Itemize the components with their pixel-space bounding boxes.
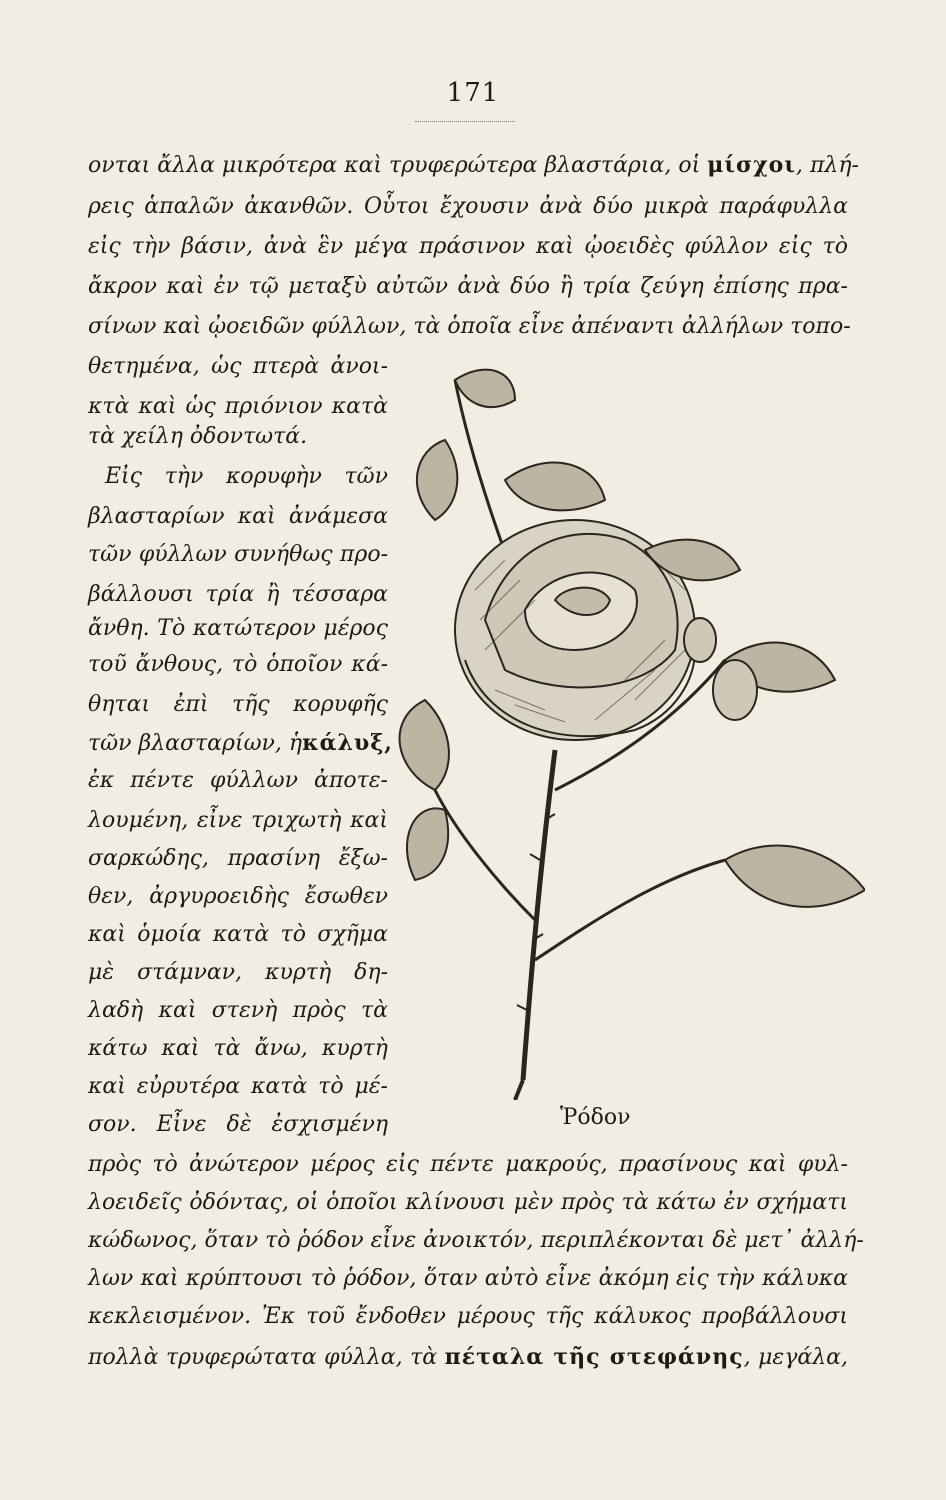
text-line: ονται ἄλλα μικρότερα καὶ τρυφερώτερα βλαστάρια, οἱ μίσχοι, πλή- <box>88 152 859 178</box>
text-line: βλασταρίων καὶ ἀνάμεσα <box>88 504 388 529</box>
text-line: κώδωνος, ὅταν τὸ ῥόδον εἶνε ἀνοικτόν, περιπλέκονται δὲ μετ᾽ ἀλλή- <box>88 1228 864 1253</box>
text-line: ἄκρον καὶ ἐν τῷ μεταξὺ αὐτῶν ἀνὰ δύο ἢ τρία ζεύγη ἐπίσης πρα- <box>88 274 848 299</box>
text-line: λων καὶ κρύπτουσι τὸ ῥόδον, ὅταν αὐτὸ εἶνε ἀκόμη εἰς τὴν κάλυκα <box>88 1266 848 1291</box>
text-line: θετημένα, ὡς πτερὰ ἀνοι- <box>88 354 388 379</box>
text-line: πρὸς τὸ ἀνώτερον μέρος εἰς πέντε μακρούς, πρασίνους καὶ φυλ- <box>88 1152 848 1177</box>
text-line: σαρκώδης, πρασίνη ἔξω- <box>88 846 388 871</box>
text-line: ρεις ἁπαλῶν ἀκανθῶν. Οὗτοι ἔχουσιν ἀνὰ δύο μικρὰ παράφυλλα <box>88 194 848 219</box>
text-line: τὰ χείλη ὀδοντωτά. <box>88 424 308 449</box>
text-line: τοῦ ἄνθους, τὸ ὁποῖον κά- <box>88 652 388 677</box>
text-line: τῶν φύλλων συνήθως προ- <box>88 542 388 567</box>
text-line: καὶ εὐρυτέρα κατὰ τὸ μέ- <box>88 1074 388 1099</box>
text-line: εἰς τὴν βάσιν, ἀνὰ ἓν μέγα πράσινον καὶ ᾠοειδὲς φύλλον εἰς τὸ <box>88 234 848 259</box>
text-line: τῶν βλασταρίων, ἡκάλυξ, <box>88 730 393 756</box>
text-line: πολλὰ τρυφερώτατα φύλλα, τὰ πέταλα τῆς στεφάνης, μεγάλα, <box>88 1344 848 1370</box>
rose-illustration <box>395 360 865 1100</box>
text-line: λοειδεῖς ὀδόντας, οἱ ὁποῖοι κλίνουσι μὲν πρὸς τὰ κάτω ἐν σχήματι <box>88 1190 848 1215</box>
text-line: κτὰ καὶ ὡς πριόνιον κατὰ <box>88 394 388 419</box>
page-number: 171 <box>446 78 500 108</box>
text-line: σον. Εἶνε δὲ ἐσχισμένη <box>88 1112 388 1137</box>
text-line: ἄνθη. Τὸ κατώτερον μέρος <box>88 616 388 641</box>
text-line: καὶ ὁμοία κατὰ τὸ σχῆμα <box>88 922 388 947</box>
text-line: λαδὴ καὶ στενὴ πρὸς τὰ <box>88 998 388 1023</box>
text-line: κεκλεισμένον. Ἐκ τοῦ ἔνδοθεν μέρους τῆς κάλυκος προβάλλουσι <box>88 1304 848 1329</box>
text-line: ἐκ πέντε φύλλων ἀποτε- <box>88 768 388 793</box>
text-line: σίνων καὶ ᾠοειδῶν φύλλων, τὰ ὁποῖα εἶνε ἀπέναντι ἀλλήλων τοπο- <box>88 314 851 339</box>
text-line: λουμένη, εἶνε τριχωτὴ καὶ <box>88 808 388 833</box>
text-line: μὲ στάμναν, κυρτὴ δη- <box>88 960 388 985</box>
text-line: θηται ἐπὶ τῆς κορυφῆς <box>88 692 388 717</box>
text-line: θεν, ἀργυροειδὴς ἔσωθεν <box>88 884 388 909</box>
figure-caption: Ῥόδον <box>560 1105 631 1130</box>
header-rule <box>415 121 515 122</box>
text-line: βάλλουσι τρία ἢ τέσσαρα <box>88 582 388 607</box>
text-line: Εἰς τὴν κορυφὴν τῶν <box>105 464 388 489</box>
text-line: κάτω καὶ τὰ ἄνω, κυρτὴ <box>88 1036 388 1061</box>
